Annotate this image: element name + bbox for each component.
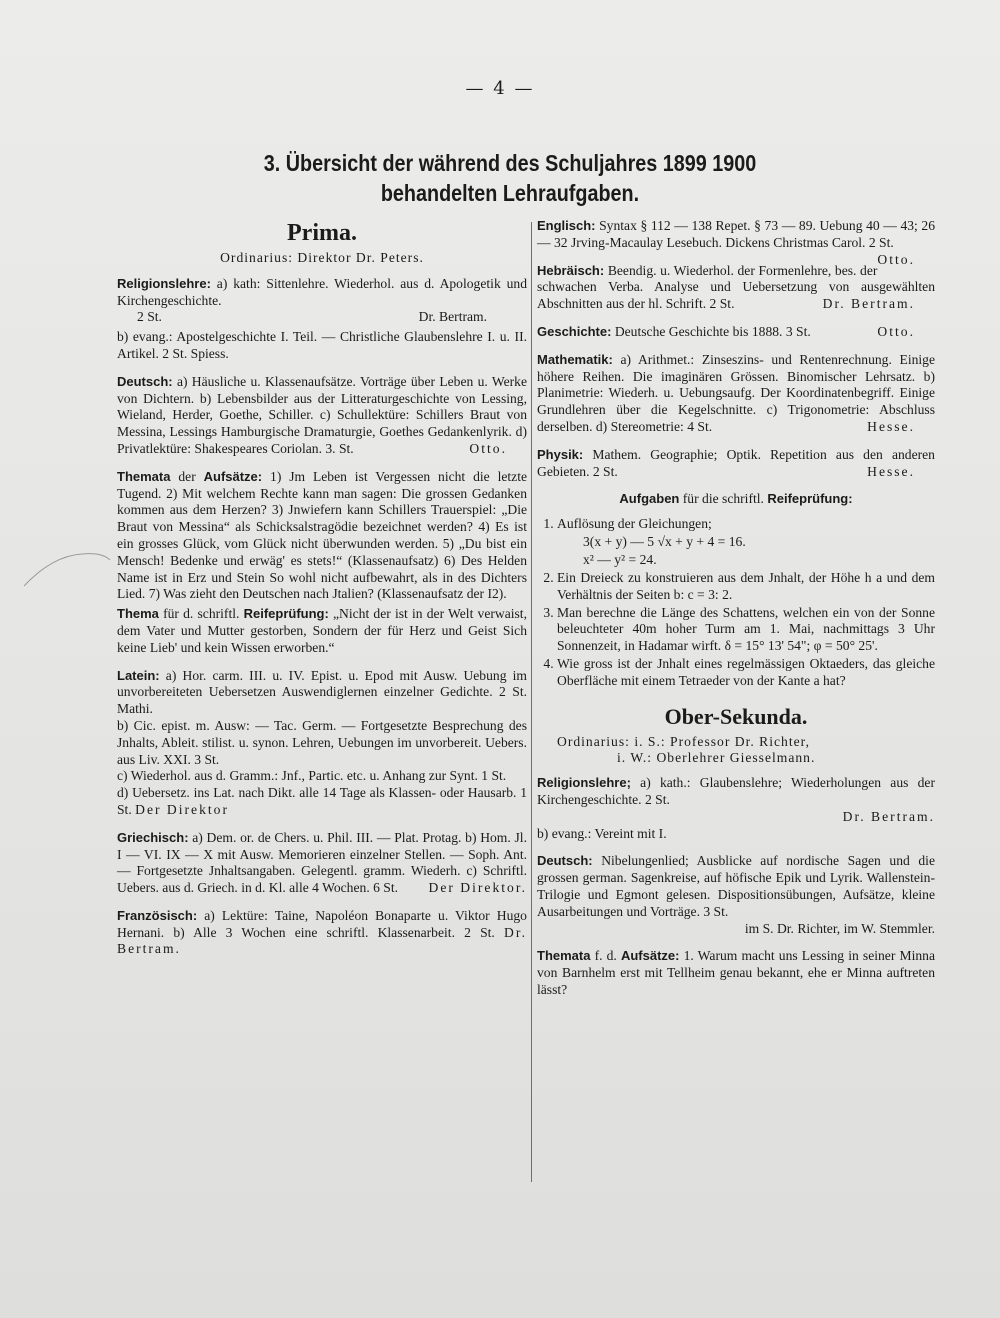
mathematik-label: Mathematik: — [537, 351, 613, 367]
latein-c: c) Wiederhol. aus d. Gramm.: Jnf., Partic. etc. u. Anhang zur Synt. 1 St. — [117, 768, 507, 784]
latein-b: b) Cic. epist. m. Ausw: — Tac. Germ. — Fortgesetzte Besprechung des Jnhalts, Ableit. stilist. u. synon. Lehren, Uebungen im unvorbereit. Uebers. aus Liv. XXI. 3 St. — [117, 717, 527, 767]
thema-label: Thema — [117, 606, 159, 622]
aufgaben-label: Aufgaben — [619, 491, 680, 507]
religion-label: Religionslehre: — [117, 275, 211, 291]
os-themata-mid: f. d. — [594, 948, 617, 964]
obersekunda-religion — [537, 775, 935, 842]
aufgabe-1-title: 1. Auflösung der Gleichungen; — [557, 516, 712, 532]
os-deutsch-label: Deutsch: — [537, 853, 593, 869]
pencil-mark — [22, 546, 112, 606]
franzoesisch-teacher: Dr. Bertram. — [117, 924, 527, 957]
latein-a: a) Hor. carm. III. u. IV. Epist. u. Epod mit Ausw. Uebung im unvorbereiteten Uebersetzen Auswendiglernen einzelner Gedichte. 2 St. Mathi. — [117, 667, 528, 717]
physik — [537, 447, 935, 481]
left-column — [117, 218, 527, 969]
os-religion-a: a) kath.: Glaubenslehre; Wiederholungen aus der Kirchengeschichte. 2 St. — [537, 775, 935, 807]
os-deutsch-teacher: im S. Dr. Richter, im W. Stemmler. — [744, 920, 935, 936]
deutsch-label: Deutsch: — [117, 373, 173, 389]
englisch-text: Syntax § 112 — 138 Repet. § 73 — 89. Uebung 40 — 43; 26 — 32 Jrving-Macaulay Lesebuch. Dickens Christmas Carol. 2 St. — [537, 218, 935, 250]
equation-2: x² — y² = 24. — [583, 551, 657, 567]
latein-d: d) Uebersetz. ins Lat. nach Dikt. alle 14 Tage als Klassen- oder Hausarb. 1 St. — [117, 785, 527, 817]
englisch-teacher: Otto. — [877, 251, 915, 267]
prima-deutsch — [117, 374, 527, 458]
thema-text: „Nicht der ist in der Welt verwaist, dem Vater und Mutter gestorben, Sondern der für Herz und Geist Sich keine Lieb' und kein Wissen erworben.“ — [117, 606, 527, 655]
aufgabe-1 — [557, 516, 935, 569]
physik-teacher: Hesse. — [867, 463, 915, 479]
aufgabe-3: 3. Man berechne die Länge des Schattens, welchen ein von der Sonne beleuchteter 40m hoher Turm am 1. Mai, nachmittags 3 Uhr Sonnenzeit, in Hadamar wirft. δ = 15° 13' 54"; φ = 50° 25'. — [557, 605, 935, 655]
physik-text: Mathem. Geographie; Optik. Repetition aus den anderen Gebieten. 2 St. — [537, 446, 935, 479]
franzoesisch-label: Französisch: — [117, 907, 198, 923]
mathematik-text: a) Arithmet.: Zinseszins- und Rentenrechnung. Einige höhere Reihen. Die imaginären Grössen. Binomischer Lehrsatz. b) Planimetrie: Wiederh. u. Uebungsaufg. Der Koordinatenbegriff. Einige Grundlehren über die Kegelschnitte. c) Trigonometrie: Abschluss derselben. d) Stereometrie: 4 St. — [537, 351, 935, 434]
os-deutsch-text: Nibelungenlied; Ausblicke auf nordische Sagen und die grossen german. Sagenkreise, auf höfische Epik und Lyrik. Wallenstein-Trilogie und Egmont gelesen. Dispositionsübungen, Aufsätze, kleine Ausarbeitungen und Vorträge. 3 St. — [537, 853, 935, 919]
prima-latein — [117, 668, 527, 819]
geschichte-label: Geschichte: — [537, 323, 612, 339]
prima-themata — [117, 469, 527, 603]
geschichte-teacher: Otto. — [877, 323, 915, 339]
themata-label: Themata — [117, 468, 171, 484]
englisch — [537, 218, 935, 267]
os-themata-label: Themata — [537, 948, 591, 964]
obersekunda-ordinarius-2: i. W.: Oberlehrer Giesselmann. — [617, 750, 816, 766]
page-number: — 4 — — [465, 78, 535, 99]
os-religion-label: Religionslehre; — [537, 775, 631, 791]
mathematik-teacher: Hesse. — [867, 418, 915, 434]
prima-thema-reifepruefung — [117, 606, 527, 656]
themata-mid: der — [178, 468, 196, 484]
latein-label: Latein: — [117, 667, 160, 683]
latein-d-teacher: Der Direktor — [135, 801, 229, 817]
section-title-line-1: 3. Übersicht der während des Schuljahres 1899 1900 — [263, 150, 757, 176]
aufgaben-label-2: Reifeprüfung: — [767, 491, 853, 507]
thema-label-2: Reifeprüfung: — [243, 606, 329, 622]
themata-text: 1) Jm Leben ist Vergessen nicht die letzte Tugend. 2) Mit welchem Rechte kann man sagen: Die grossen Gedanken kommen aus dem Herzen? 3) Jnwiefern kann Schillers Trauerspiel: „Die Braut von Messina“ als Schicksalstragödie bezeichnet werden? 4) Es ist ein grosses Glück, vom Glück nicht überwunden werden. 5) „Du bist ein Mensch! Bedenke und erwäg' es stets!“ (Klassenaufsatz) 6) Des Helden Name ist in Erz und Stein So wohl nicht aufbewahrt, als in des Dichters Lied. 7) Was zieht den Deutschen nach Jtalien? (Klassenaufsatz der I2). — [117, 468, 528, 602]
os-themata-label-2: Aufsätze: — [620, 948, 680, 964]
thema-mid: für d. schriftl. — [163, 606, 240, 622]
obersekunda-heading: Ober-Sekunda. — [664, 703, 808, 729]
aufgabe-4: 4. Wie gross ist der Jnhalt eines regelmässigen Oktaeders, das gleiche Oberfläche mit einem Tetraeder von der Kante a hat? — [557, 656, 935, 690]
os-religion-b: b) evang.: Vereint mit I. — [537, 825, 667, 841]
prima-franzoesisch — [117, 908, 527, 958]
mathematik — [537, 352, 935, 436]
aufgabe-2: 2. Ein Dreieck zu konstruieren aus dem Jnhalt, der Höhe h a und dem Verhältnis der Seiten b: c = 3: 2. — [557, 570, 935, 604]
griechisch-text: a) Dem. or. de Chers. u. Phil. III. — Plat. Protag. b) Hom. Jl. I — VI. IX — X mit Ausw. Memorieren einzelner Stellen. — Soph. Ant. — Fortgesetzte Jnhaltsangaben. Gelegentl. gramm. Wiederh. c) Schriftl. Uebers. aus d. Griech. in d. Kl. alle 4 Wochen. 6 St. — [117, 829, 527, 896]
prima-ordinarius: Ordinarius: Direktor Dr. Peters. — [220, 250, 424, 265]
religion-a-hours: 2 St. — [137, 309, 162, 325]
prima-griechisch — [117, 830, 527, 897]
aufgaben-mid: für die schriftl. — [682, 491, 764, 507]
themata-label-2: Aufsätze: — [203, 468, 263, 484]
obersekunda-ordinarius-1: Ordinarius: i. S.: Professor Dr. Richter, — [557, 733, 811, 749]
religion-a-text: a) kath: Sittenlehre. Wiederhol. aus d. Apologetik und Kirchengeschichte. — [117, 275, 527, 308]
aufgaben-heading — [537, 491, 935, 508]
aufgaben-list — [537, 516, 935, 689]
griechisch-label: Griechisch: — [117, 829, 189, 845]
griechisch-teacher: Der Direktor. — [428, 880, 527, 896]
equation-1: 3(x + y) — 5 √x + y + 4 = 16. — [583, 533, 746, 549]
religion-a-teacher: Dr. Bertram. — [418, 309, 487, 325]
geschichte-text: Deutsche Geschichte bis 1888. 3 St. — [614, 323, 811, 339]
os-themata-text: 1. Warum macht uns Lessing in seiner Minna von Barnhelm erst mit Tellheim genau bekannt, ehe er Minna auftreten lässt? — [537, 948, 935, 997]
hebraeisch-text: Beendig. u. Wiederhol. der Formenlehre, bes. der schwachen Verba. Analyse und Uebersetzung von ausgewählten Abschnitten aus der hl. Schrift. 2 St. — [537, 262, 935, 312]
obersekunda-themata — [537, 948, 935, 998]
section-title-line-2: behandelten Lehraufgaben. — [380, 180, 640, 206]
deutsch-teacher: Otto. — [469, 440, 507, 456]
obersekunda-deutsch — [537, 853, 935, 937]
os-religion-teacher: Dr. Bertram. — [842, 808, 935, 824]
prima-religion — [117, 276, 527, 363]
englisch-label: Englisch: — [537, 218, 596, 233]
section-title — [200, 148, 819, 208]
physik-label: Physik: — [537, 446, 584, 462]
hebraeisch-label: Hebräisch: — [537, 262, 605, 278]
franzoesisch-text: a) Lektüre: Taine, Napoléon Bonaparte u. Viktor Hugo Hernani. b) Alle 3 Wochen eine schriftl. Klassenarbeit. 2 St. — [117, 907, 527, 940]
religion-b-text: b) evang.: Apostelgeschichte I. Teil. — Christliche Glaubenslehre I. u. II. Artikel. 2 St. Spiess. — [117, 329, 527, 361]
deutsch-text: a) Häusliche u. Klassenaufsätze. Vorträge über Leben u. Werke von Dichtern. b) Lebensbilder aus der Litteraturgeschichte von Lessing, Wieland, Herder, Goethe, Schiller. c) Schullektüre: Schillers Braut von Messina, Lessings Hamburgische Dramaturgie, Goethes Gedankenlyrik. d) Privatlektüre: Shakespeares Coriolan. 3. St. — [117, 373, 527, 456]
column-divider — [531, 222, 532, 1182]
hebraeisch — [537, 263, 935, 313]
hebraeisch-teacher: Dr. Bertram. — [822, 296, 915, 312]
prima-heading: Prima. — [287, 220, 357, 246]
geschichte — [537, 324, 935, 341]
right-column — [537, 218, 935, 1010]
